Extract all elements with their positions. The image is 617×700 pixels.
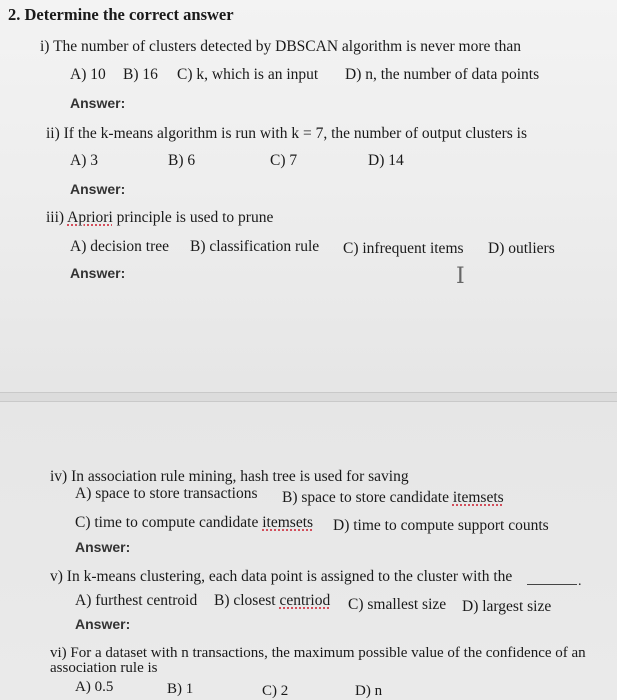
q4-answer-label: Answer: bbox=[75, 539, 131, 555]
q3-option-d: D) outliers bbox=[488, 240, 555, 257]
q1-option-b: B) 16 bbox=[123, 66, 158, 83]
q4-option-b-text: B) space to store candidate bbox=[282, 489, 449, 506]
q6-option-c: C) 2 bbox=[262, 683, 289, 699]
q4-option-d: D) time to compute support counts bbox=[333, 517, 549, 534]
question-2-stem: ii) If the k-means algorithm is run with k = 7, the number of output clusters is bbox=[46, 125, 527, 142]
q5-option-d: D) largest size bbox=[462, 598, 552, 615]
q3-answer-label: Answer: bbox=[70, 265, 126, 281]
q2-option-a: A) 3 bbox=[70, 152, 98, 169]
q2-option-d: D) 14 bbox=[368, 152, 404, 169]
q1-option-c: C) k, which is an input bbox=[177, 66, 319, 83]
q5-option-b-term: centriod bbox=[279, 592, 331, 609]
q1-answer-label: Answer: bbox=[70, 95, 126, 111]
question-6-stem-line-1: vi) For a dataset with n transactions, the maximum possible value of the confidence of an bbox=[50, 645, 586, 661]
q2-option-c: C) 7 bbox=[270, 152, 298, 169]
page-divider bbox=[0, 392, 617, 402]
q1-option-d: D) n, the number of data points bbox=[345, 66, 540, 83]
q5-option-b-text: B) closest bbox=[214, 592, 276, 609]
q4-option-b bbox=[282, 489, 504, 507]
q5-option-b bbox=[214, 592, 330, 610]
q2-option-b: B) 6 bbox=[168, 152, 196, 169]
q5-answer-label: Answer: bbox=[75, 616, 131, 632]
question-1-stem: i) The number of clusters detected by DBSCAN algorithm is never more than bbox=[40, 38, 521, 55]
q3-stem-rest: principle is used to prune bbox=[116, 209, 274, 226]
q3-option-c: C) infrequent items bbox=[343, 240, 464, 257]
q3-option-a: A) decision tree bbox=[70, 238, 169, 255]
text-cursor-icon: I bbox=[456, 264, 465, 289]
q2-answer-label: Answer: bbox=[70, 181, 126, 197]
section-heading: 2. Determine the correct answer bbox=[8, 5, 234, 24]
q3-option-b: B) classification rule bbox=[190, 238, 320, 255]
q5-period: . bbox=[578, 574, 582, 589]
q6-option-a: A) 0.5 bbox=[75, 679, 114, 695]
question-5-stem: v) In k-means clustering, each data point is assigned to the cluster with the bbox=[50, 568, 513, 585]
question-4-stem: iv) In association rule mining, hash tree is used for saving bbox=[50, 468, 409, 485]
q4-option-a: A) space to store transactions bbox=[75, 485, 258, 502]
q4-option-c-text: C) time to compute candidate bbox=[75, 514, 259, 531]
q5-option-c: C) smallest size bbox=[348, 596, 447, 613]
q6-option-d: D) n bbox=[355, 683, 383, 699]
q4-option-b-term: itemsets bbox=[452, 489, 504, 506]
question-6-stem-line-2: association rule is bbox=[50, 660, 158, 676]
q6-option-b: B) 1 bbox=[167, 681, 194, 697]
q3-number: iii) bbox=[46, 209, 65, 226]
q3-term-apriori: Apriori bbox=[67, 209, 113, 226]
q4-option-c bbox=[75, 514, 313, 532]
q5-option-a: A) furthest centroid bbox=[75, 592, 198, 609]
q5-fill-in-blank bbox=[527, 584, 577, 585]
question-3-stem bbox=[46, 209, 273, 227]
q1-option-a: A) 10 bbox=[70, 66, 106, 83]
q4-option-c-term: itemsets bbox=[262, 514, 314, 531]
